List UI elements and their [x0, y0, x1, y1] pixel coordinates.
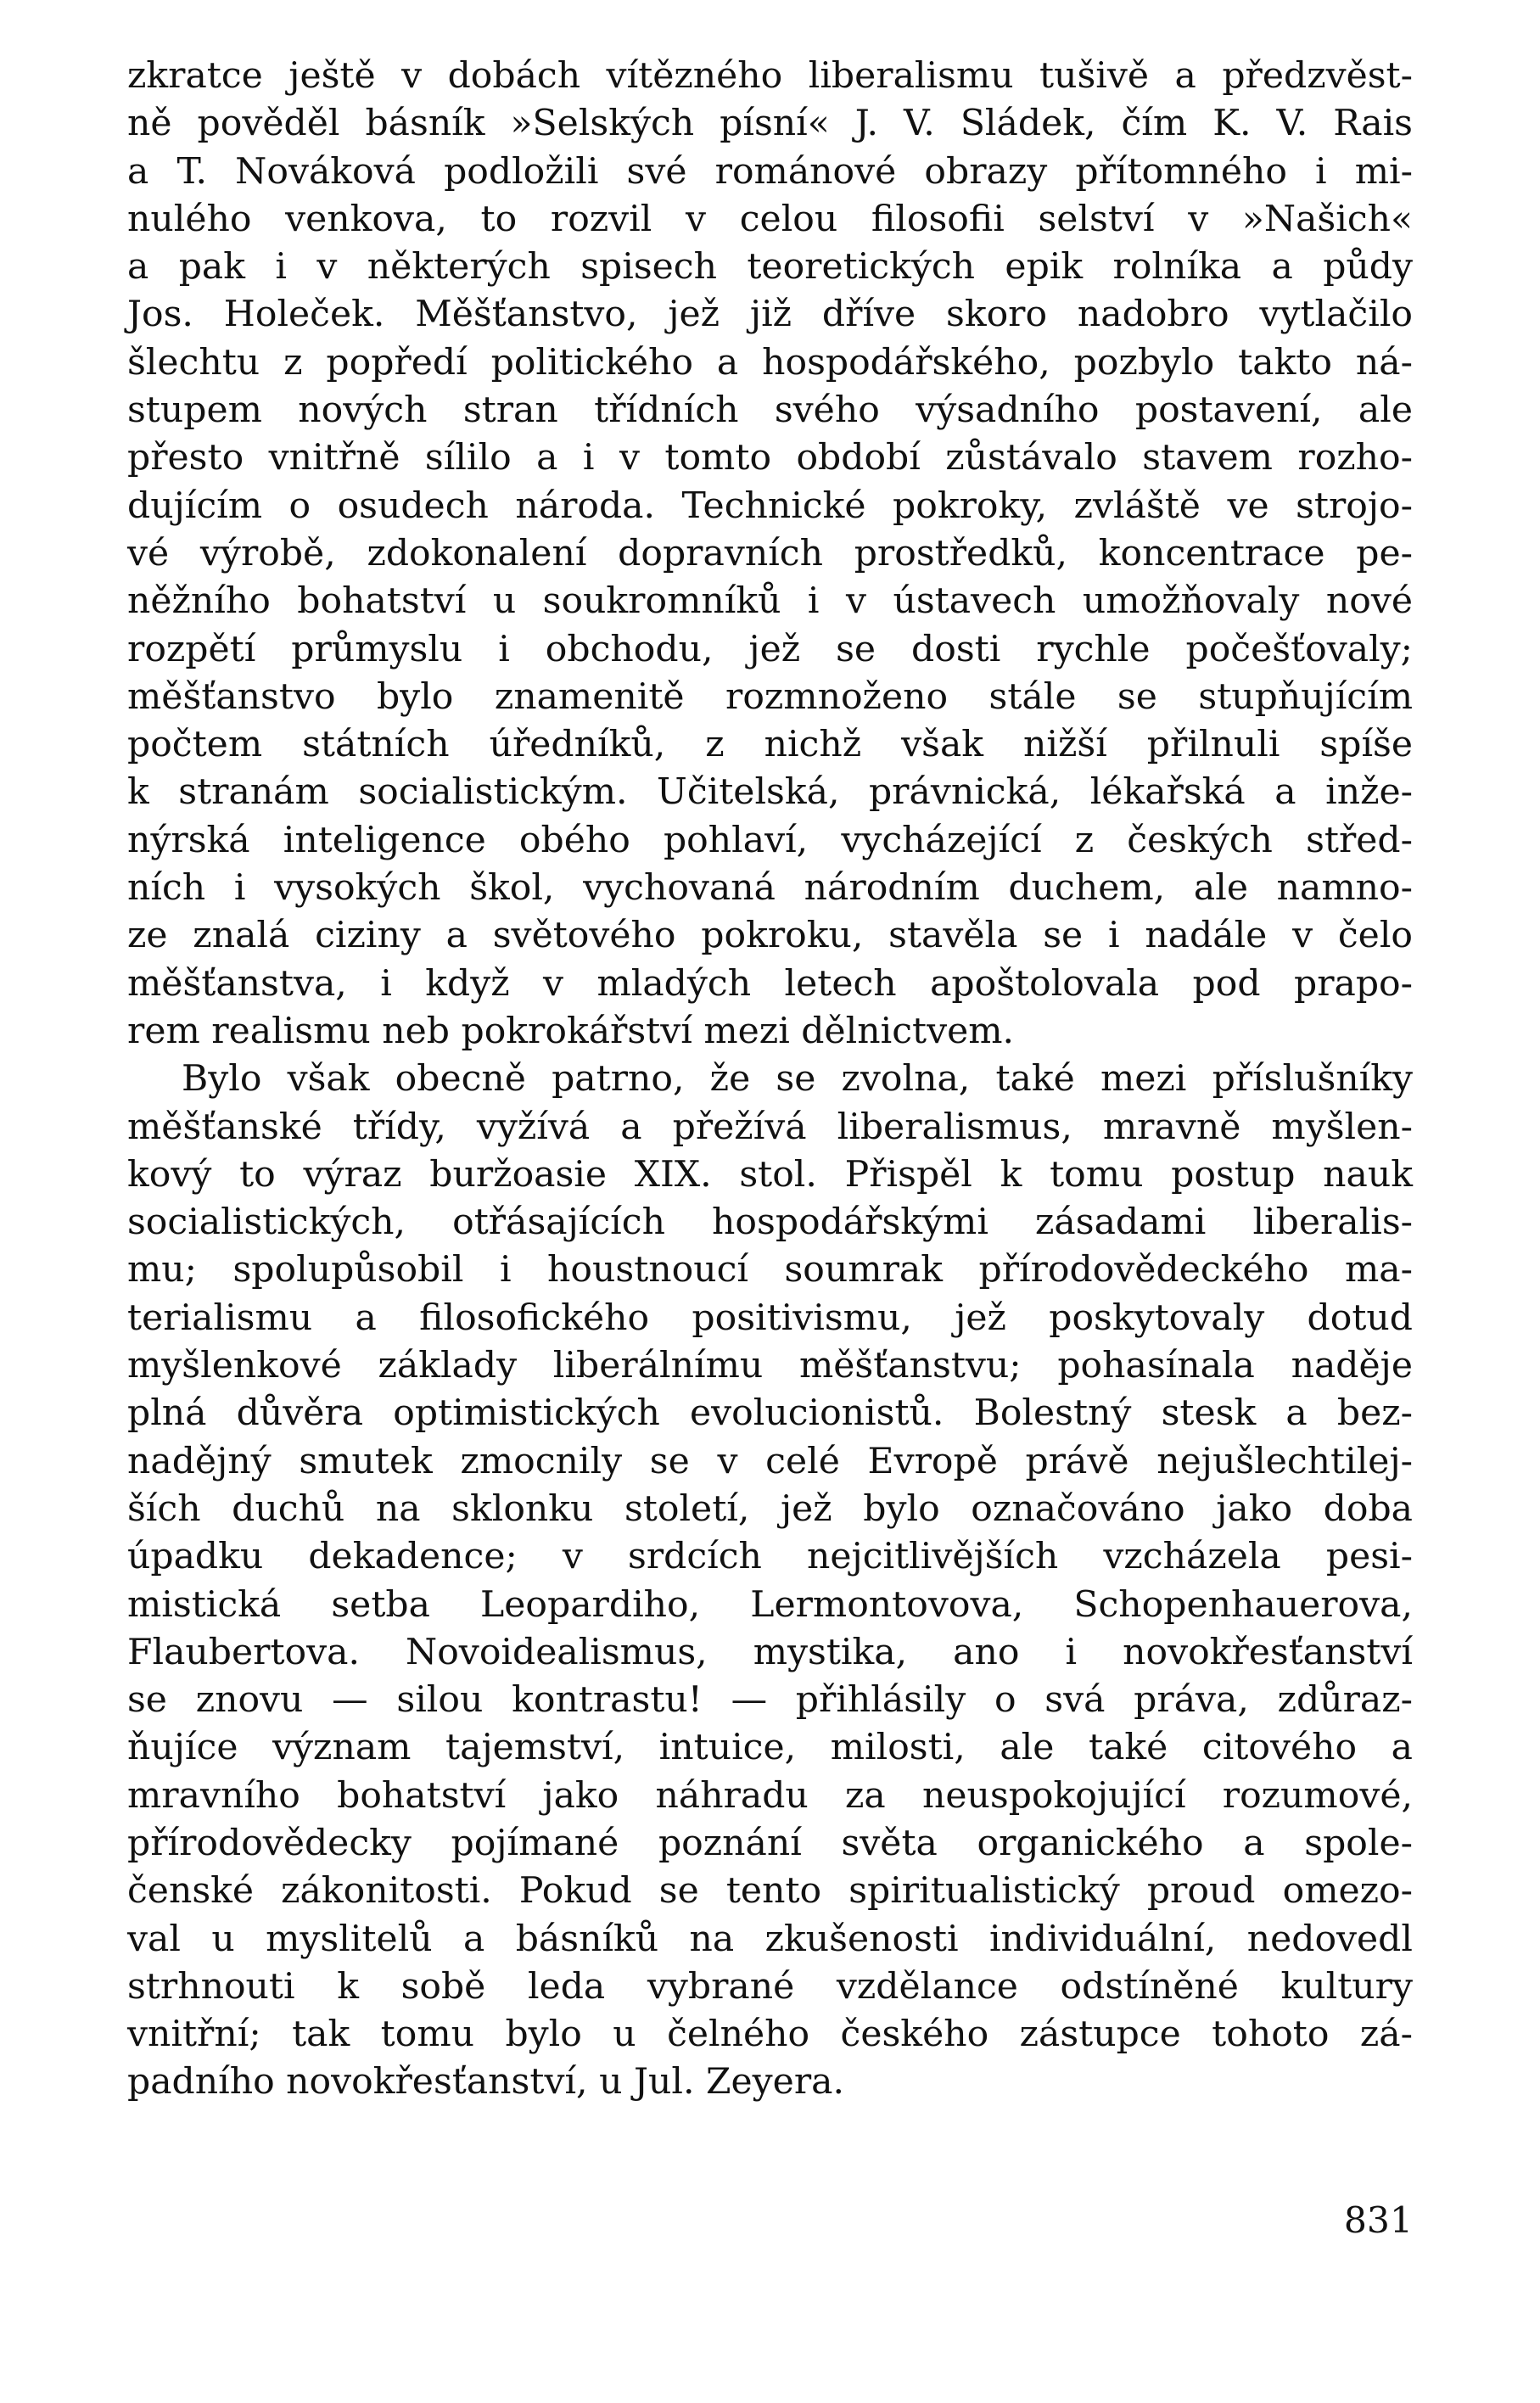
text-line: socialistických, otřásajících hospodářskými zásadami liberalis-: [127, 1202, 1413, 1244]
text-line: mistická setba Leopardiho, Lermontovova, Schopenhauerova,: [127, 1583, 1413, 1626]
page-number: 831: [1343, 2200, 1413, 2242]
text-line: val u myslitelů a básníků na zkušenosti individuální, nedovedl: [127, 1918, 1413, 1960]
text-line: nýrská inteligence obého pohlaví, vycházející z českých střed-: [127, 819, 1413, 861]
text-line: nadějný smutek zmocnily se v celé Evropě právě nejušlechtilej-: [127, 1440, 1413, 1482]
paragraph: [127, 53, 1413, 1056]
text-line: úpadku dekadence; v srdcích nejcitlivějších vzcházela pesi-: [127, 1536, 1413, 1578]
text-line: se znovu — silou kontrastu! — přihlásily o svá práva, zdůraz-: [127, 1679, 1413, 1722]
text-line: myšlenkové základy liberálnímu měšťanstvu; pohasínala naděje: [127, 1345, 1413, 1387]
text-line: plná důvěra optimistických evolucionistů. Bolestný stesk a bez-: [127, 1392, 1413, 1435]
text-line: počtem státních úředníků, z nichž však nižší přilnuli spíše: [127, 724, 1413, 766]
text-line: ně pověděl básník »Selských písní« J. V. Sládek, čím K. V. Rais: [127, 103, 1413, 145]
text-line: terialismu a filosofického positivismu, jež poskytovaly dotud: [127, 1297, 1413, 1339]
text-line: šlechtu z popředí politického a hospodářského, pozbylo takto ná-: [127, 341, 1413, 384]
text-line: mu; spolupůsobil i houstnoucí soumrak přírodovědeckého ma-: [127, 1249, 1413, 1291]
text-line: dujícím o osudech národa. Technické pokroky, zvláště ve strojo-: [127, 485, 1413, 527]
page-body: [127, 53, 1413, 2107]
text-line: padního novokřesťanství, u Jul. Zeyera.: [127, 2061, 844, 2103]
text-line: přírodovědecky pojímané poznání světa organického a spole-: [127, 1822, 1413, 1864]
text-line: čenské zákonitosti. Pokud se tento spiritualistický proud omezo-: [127, 1870, 1413, 1913]
text-line: zkratce ještě v dobách vítězného liberalismu tušivě a předzvěst-: [127, 55, 1413, 97]
text-line: ních i vysokých škol, vychovaná národním duchem, ale namno-: [127, 867, 1413, 910]
text-line: a T. Nováková podložili své románové obrazy přítomného i mi-: [127, 150, 1413, 193]
text-line: a pak i v některých spisech teoretických epik rolníka a půdy: [127, 246, 1413, 288]
text-line: Flaubertova. Novoidealismus, mystika, ano i novokřesťanství: [127, 1631, 1413, 1673]
text-line: strhnouti k sobě leda vybrané vzdělance odstíněné kultury: [127, 1965, 1413, 2008]
text-line: stupem nových stran třídních svého výsadního postavení, ale: [127, 389, 1413, 432]
text-line: k stranám socialistickým. Učitelská, právnická, lékařská a inže-: [127, 771, 1413, 814]
text-line: rem realismu neb pokrokářství mezi dělnictvem.: [127, 1010, 1015, 1052]
text-line: ňujíce význam tajemství, intuice, milosti, ale také citového a: [127, 1727, 1413, 1769]
text-line: vé výrobě, zdokonalení dopravních prostředků, koncentrace pe-: [127, 532, 1413, 574]
text-line: něžního bohatství u soukromníků i v ústavech umožňovaly nové: [127, 580, 1413, 623]
text-line: měšťanské třídy, vyžívá a přežívá liberalismus, mravně myšlen-: [127, 1106, 1413, 1148]
paragraph: [127, 1056, 1413, 2107]
text-line: nulého venkova, to rozvil v celou filosofii selství v »Našich«: [127, 198, 1413, 240]
text-line: ších duchů na sklonku století, jež bylo označováno jako doba: [127, 1487, 1413, 1530]
text-line: měšťanstvo bylo znamenitě rozmnoženo stále se stupňujícím: [127, 675, 1413, 718]
text-line: Jos. Holeček. Měšťanstvo, jež již dříve skoro nadobro vytlačilo: [127, 294, 1413, 336]
text-line: vnitřní; tak tomu bylo u čelného českého zástupce tohoto zá-: [127, 2014, 1413, 2056]
text-line: rozpětí průmyslu i obchodu, jež se dosti rychle počešťovaly;: [127, 628, 1413, 670]
text-line: přesto vnitřně sílilo a i v tomto období zůstávalo stavem rozho-: [127, 437, 1413, 479]
text-line: kový to výraz buržoasie XIX. stol. Přispěl k tomu postup nauk: [127, 1153, 1413, 1196]
text-line: mravního bohatství jako náhradu za neuspokojující rozumové,: [127, 1774, 1413, 1817]
text-line: ze znalá ciziny a světového pokroku, stavěla se i nadále v čelo: [127, 915, 1413, 957]
text-line: Bylo však obecně patrno, že se zvolna, také mezi příslušníky: [182, 1058, 1413, 1101]
text-line: měšťanstva, i když v mladých letech apoštolovala pod prapo-: [127, 962, 1413, 1005]
